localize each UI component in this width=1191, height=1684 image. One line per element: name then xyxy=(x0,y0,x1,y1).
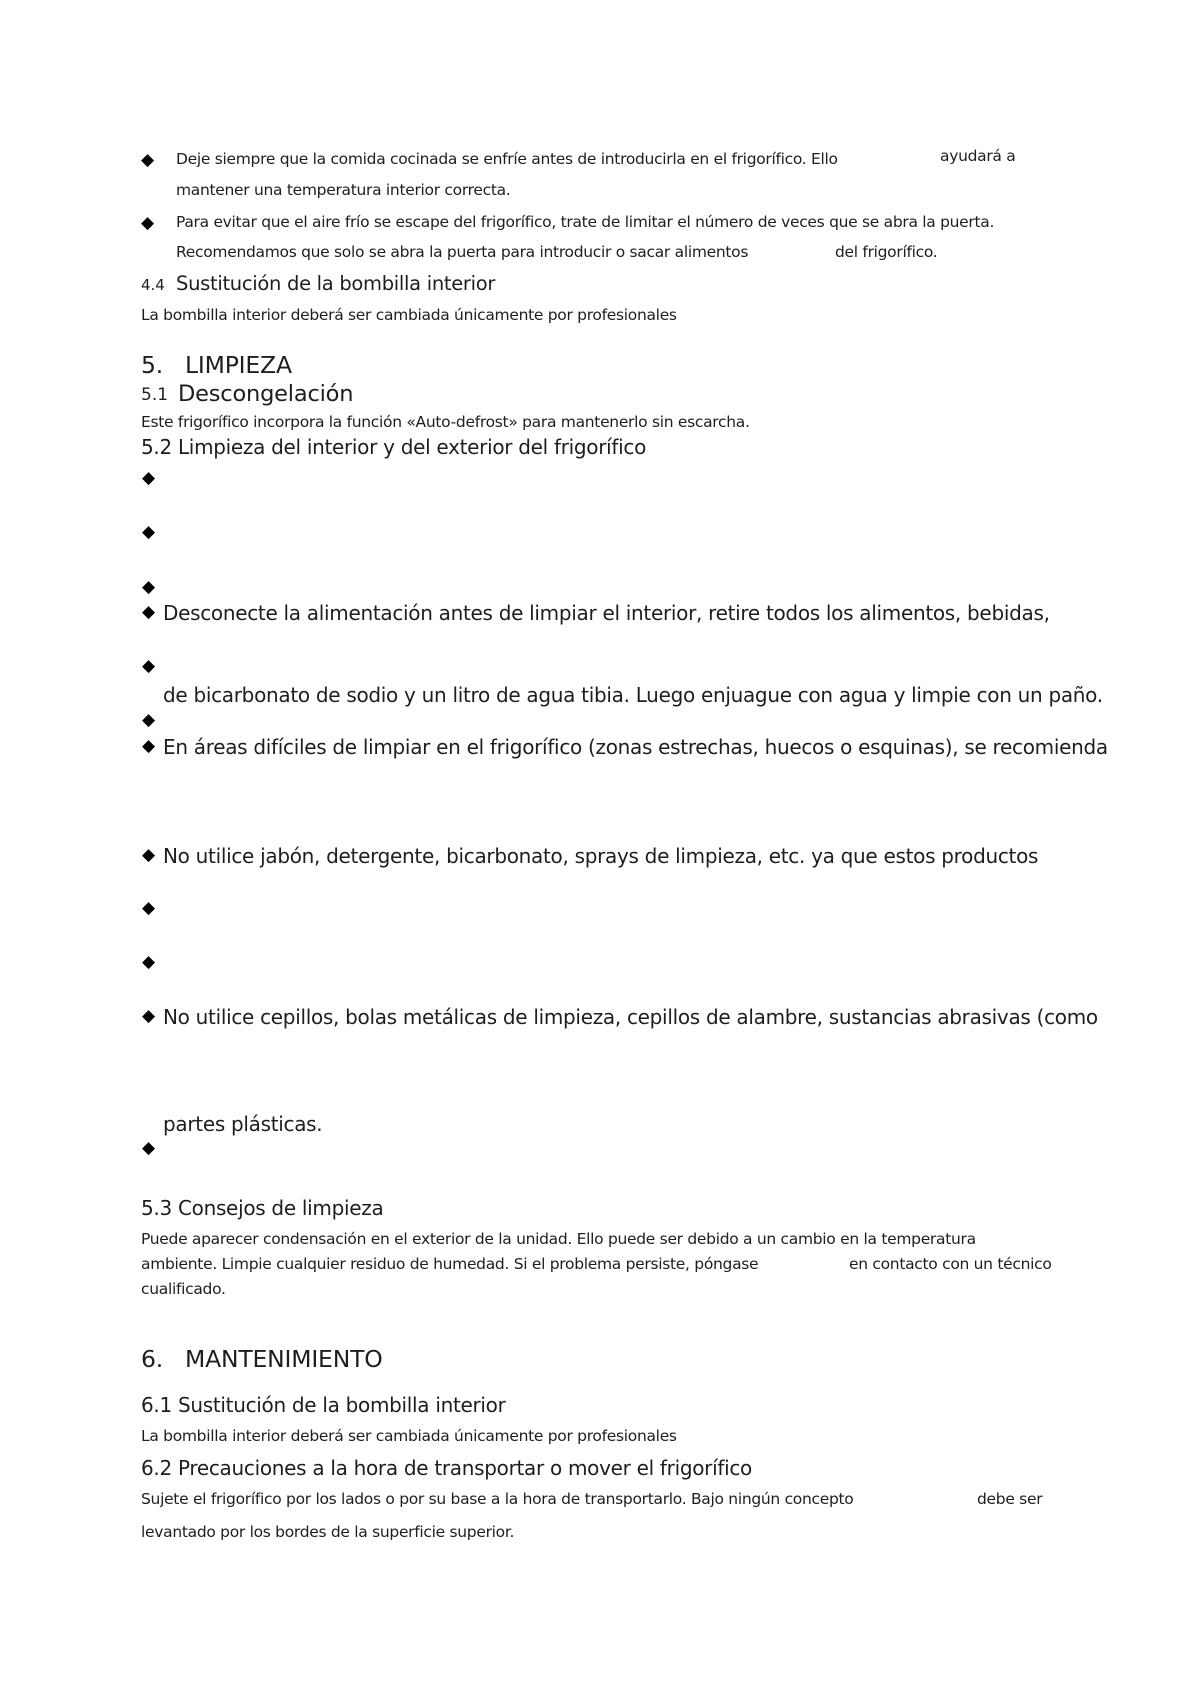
section-6-2-title: 6.2 Precauciones a la hora de transportar o mover el frigorífico xyxy=(141,1456,752,1480)
bullet-diamond-icon: ◆ xyxy=(142,577,156,597)
bullet-diamond-icon: ◆ xyxy=(142,602,156,622)
section-6-2-line-2: levantado por los bordes de la superficie superior. xyxy=(141,1523,515,1541)
section-4-4-body: La bombilla interior deberá ser cambiada únicamente por profesionales xyxy=(141,306,677,324)
cleaning-line-disconnect: Desconecte la alimentación antes de limpiar el interior, retire todos los alimentos, bebidas, xyxy=(163,601,1050,625)
section-6-2-line-1a: Sujete el frigorífico por los lados o por su base a la hora de transportarlo. Bajo ningún concepto xyxy=(141,1490,854,1508)
bullet-diamond-icon: ◆ xyxy=(141,150,155,170)
bullet-diamond-icon: ◆ xyxy=(142,736,156,756)
section-5-1-body: Este frigorífico incorpora la función «Auto-defrost» para mantenerlo sin escarcha. xyxy=(141,413,750,431)
intro-bullet-1-line-2: mantener una temperatura interior correcta. xyxy=(176,181,511,199)
cleaning-line-bicarbonate: de bicarbonato de sodio y un litro de agua tibia. Luego enjuague con agua y limpie con un paño. xyxy=(163,683,1103,707)
bullet-diamond-icon: ◆ xyxy=(142,952,156,972)
section-4-4-number: 4.4 xyxy=(141,276,165,294)
section-6-number: 6. xyxy=(141,1345,164,1373)
cleaning-line-no-soap: No utilice jabón, detergente, bicarbonato, sprays de limpieza, etc. ya que estos productos xyxy=(163,844,1039,868)
section-5-1-title: Descongelación xyxy=(178,381,354,407)
section-5-number: 5. xyxy=(141,351,164,379)
section-6-1-title: 6.1 Sustitución de la bombilla interior xyxy=(141,1393,506,1417)
section-6-1-body: La bombilla interior deberá ser cambiada únicamente por profesionales xyxy=(141,1427,677,1445)
bullet-diamond-icon: ◆ xyxy=(142,898,156,918)
bullet-diamond-icon: ◆ xyxy=(142,522,156,542)
section-5-1-number: 5.1 xyxy=(141,385,169,405)
intro-bullet-2-line-2b: del frigorífico. xyxy=(835,243,938,261)
bullet-diamond-icon: ◆ xyxy=(142,710,156,730)
intro-bullet-1-tail: ayudará a xyxy=(940,147,1016,165)
cleaning-line-no-brushes: No utilice cepillos, bolas metálicas de limpieza, cepillos de alambre, sustancias abrasivas (como xyxy=(163,1005,1098,1029)
section-5-3-title: 5.3 Consejos de limpieza xyxy=(141,1196,384,1220)
intro-bullet-1-line-1: Deje siempre que la comida cocinada se enfríe antes de introducirla en el frigorífico. Ello xyxy=(176,150,838,168)
bullet-diamond-icon: ◆ xyxy=(142,845,156,865)
section-5-3-line-2b: en contacto con un técnico xyxy=(849,1255,1052,1273)
bullet-diamond-icon: ◆ xyxy=(142,1006,156,1026)
section-4-4-title: Sustitución de la bombilla interior xyxy=(176,272,496,295)
bullet-diamond-icon: ◆ xyxy=(141,213,155,233)
section-5-3-line-2a: ambiente. Limpie cualquier residuo de humedad. Si el problema persiste, póngase xyxy=(141,1255,759,1273)
intro-bullet-2-line-1: Para evitar que el aire frío se escape del frigorífico, trate de limitar el número de veces que se abra la puerta. xyxy=(176,213,995,231)
section-5-3-line-3: cualificado. xyxy=(141,1280,226,1298)
bullet-diamond-icon: ◆ xyxy=(142,656,156,676)
section-5-title: LIMPIEZA xyxy=(185,351,292,379)
section-6-2-line-1b: debe ser xyxy=(977,1490,1043,1508)
section-5-3-line-1: Puede aparecer condensación en el exterior de la unidad. Ello puede ser debido a un cambio en la temperatura xyxy=(141,1230,976,1248)
bullet-diamond-icon: ◆ xyxy=(142,1138,156,1158)
cleaning-line-difficult-areas: En áreas difíciles de limpiar en el frigorífico (zonas estrechas, huecos o esquinas), se recomienda xyxy=(163,735,1108,759)
section-5-2-title: 5.2 Limpieza del interior y del exterior del frigorífico xyxy=(141,435,647,459)
intro-bullet-2-line-2a: Recomendamos que solo se abra la puerta para introducir o sacar alimentos xyxy=(176,243,749,261)
section-6-title: MANTENIMIENTO xyxy=(185,1345,383,1373)
bullet-diamond-icon: ◆ xyxy=(142,468,156,488)
cleaning-line-plastic-parts: partes plásticas. xyxy=(163,1112,323,1136)
